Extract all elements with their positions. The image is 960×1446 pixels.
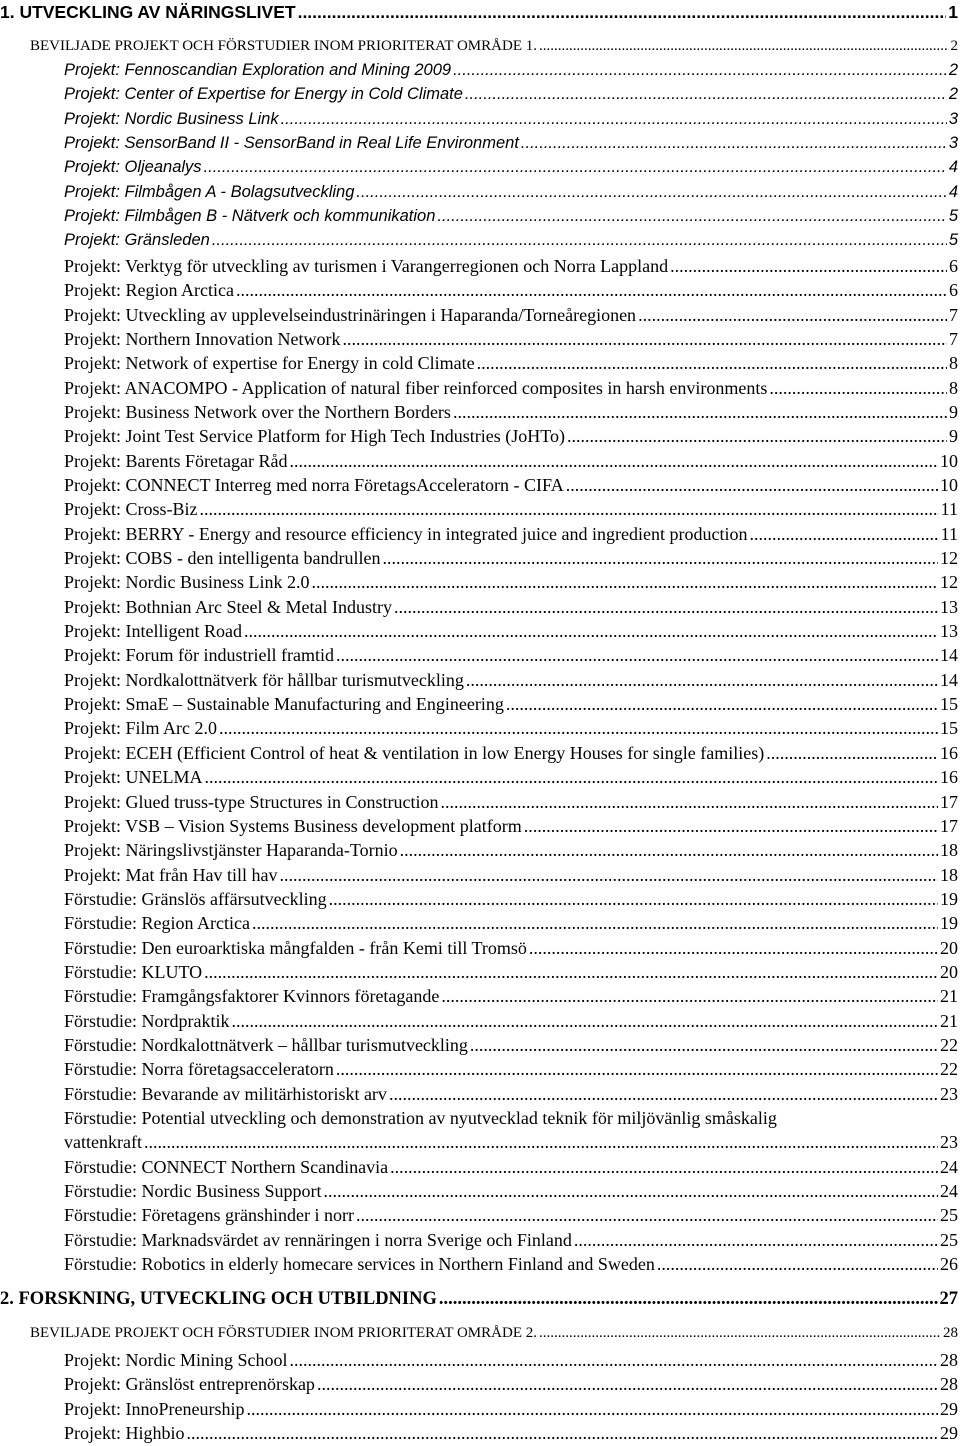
toc-entry[interactable]	[64, 793, 958, 811]
toc-entry-title: vattenkraft	[64, 1132, 142, 1152]
dot-leader	[657, 1255, 938, 1273]
toc-entry-title: Projekt: Gränsleden	[64, 231, 210, 249]
toc-entry-title: Förstudie: CONNECT Northern Scandinavia	[64, 1157, 389, 1177]
toc-page-number: 17	[940, 792, 958, 812]
dot-leader	[567, 427, 947, 445]
toc-page-number: 10	[940, 475, 958, 495]
dot-leader	[336, 646, 938, 664]
toc-entry-title: Projekt: Gränslöst entreprenörskap	[64, 1374, 315, 1394]
dot-leader	[470, 1036, 938, 1054]
dot-leader	[521, 135, 947, 152]
toc-entry[interactable]	[64, 281, 958, 299]
toc-entry[interactable]	[64, 306, 958, 324]
toc-page-number: 8	[949, 378, 958, 398]
toc-page-number: 24	[940, 1181, 958, 1201]
toc-entry-title: Projekt: Business Network over the Northern Borders	[64, 402, 451, 422]
toc-page-number: 8	[949, 353, 958, 373]
toc-entry[interactable]	[64, 184, 958, 201]
toc-entry-title: Projekt: Filmbågen A - Bolagsutveckling	[64, 183, 355, 201]
toc-entry-title: Förstudie: Robotics in elderly homecare services in Northern Finland and Sweden	[64, 1254, 655, 1274]
toc-entry-title: Projekt: Verktyg för utveckling av turismen i Varangerregionen och Norra Lappland	[64, 256, 669, 276]
toc-page-number: 28	[940, 1374, 958, 1394]
toc-entry[interactable]	[64, 476, 958, 494]
toc-entry-title: Förstudie: Norra företagsacceleratorn	[64, 1059, 334, 1079]
toc-entry[interactable]	[64, 500, 958, 518]
dot-leader	[212, 232, 947, 249]
dot-leader	[524, 817, 938, 835]
dot-leader	[356, 1206, 938, 1224]
toc-entry-title: Projekt: Network of expertise for Energy in cold Climate	[64, 353, 475, 373]
dot-leader	[342, 330, 947, 348]
toc-page-number: 6	[949, 280, 958, 300]
toc-entry[interactable]	[64, 159, 958, 176]
toc-entry-title: Förstudie: Nordkalottnätverk – hållbar turismutveckling	[64, 1035, 468, 1055]
dot-leader	[317, 1375, 938, 1393]
toc-page-number: 2	[948, 61, 958, 79]
toc-entry-title: Projekt: Nordic Mining School	[64, 1350, 288, 1370]
toc-entry-title: Förstudie: Bevarande av militärhistoriskt arv	[64, 1084, 387, 1104]
toc-entry[interactable]	[64, 1036, 958, 1054]
dot-leader	[298, 4, 947, 22]
toc-page-number: 25	[940, 1205, 958, 1225]
dot-leader	[281, 111, 947, 128]
toc-page-number: 9	[949, 402, 958, 422]
dot-leader	[187, 1424, 939, 1442]
toc-entry[interactable]	[64, 817, 958, 835]
toc-entry[interactable]	[64, 598, 958, 616]
toc-page-number: 18	[940, 865, 958, 885]
toc-entry-title: BEVILJADE PROJEKT OCH FÖRSTUDIER INOM PRIORITERAT OMRÅDE 1.	[30, 38, 537, 54]
toc-page-number: 29	[940, 1423, 958, 1443]
toc-page-number: 6	[949, 256, 958, 276]
dot-leader	[390, 1158, 938, 1176]
toc-entry[interactable]	[64, 841, 958, 859]
toc-entry-title: Projekt: SensorBand II - SensorBand in Real Life Environment	[64, 134, 519, 152]
toc-page-number: 14	[940, 670, 958, 690]
dot-leader	[439, 1290, 938, 1309]
toc-entry-title: Projekt: BERRY - Energy and resource efficiency in integrated juice and ingredient production	[64, 524, 748, 544]
toc-entry[interactable]	[64, 646, 958, 664]
toc-entry[interactable]	[64, 549, 958, 567]
dot-leader	[336, 1060, 938, 1078]
toc-entry[interactable]	[64, 1231, 958, 1249]
toc-entry-title: Projekt: Glued truss-type Structures in Construction	[64, 792, 439, 812]
toc-page-number: 16	[940, 743, 958, 763]
toc-entry[interactable]	[64, 86, 958, 103]
toc-entry-title: Projekt: Nordkalottnätverk för hållbar turismutveckling	[64, 670, 464, 690]
toc-entry-title: Projekt: COBS - den intelligenta bandrullen	[64, 548, 381, 568]
toc-entry[interactable]	[64, 744, 958, 762]
dot-leader	[574, 1231, 938, 1249]
toc-entry[interactable]	[64, 1255, 958, 1273]
toc-entry[interactable]	[64, 987, 958, 1005]
toc-entry-title: Förstudie: Nordpraktik	[64, 1011, 230, 1031]
toc-subheading-area-1[interactable]	[30, 39, 958, 54]
toc-page-number: 28	[940, 1350, 958, 1370]
toc-page-number: 5	[948, 207, 958, 225]
toc-page-number: 21	[940, 1011, 958, 1031]
toc-entry[interactable]	[64, 1375, 958, 1393]
dot-leader	[200, 500, 939, 518]
toc-entry-title: 1. UTVECKLING AV NÄRINGSLIVET	[0, 2, 296, 22]
dot-leader	[506, 695, 938, 713]
toc-entry[interactable]	[64, 354, 958, 372]
toc-entry-title: Projekt: Nordic Business Link 2.0	[64, 572, 310, 592]
toc-entry[interactable]	[64, 379, 958, 397]
toc-entry[interactable]	[64, 914, 958, 932]
toc-entry-title: Förstudie: Företagens gränshinder i norr	[64, 1205, 354, 1225]
toc-entry-title: Förstudie: Region Arctica	[64, 913, 250, 933]
dot-leader	[204, 159, 947, 176]
toc-page-number: 21	[940, 986, 958, 1006]
toc-entry[interactable]	[64, 452, 958, 470]
toc-page-number: 24	[940, 1157, 958, 1177]
toc-page-number: 19	[940, 889, 958, 909]
toc-page-number: 29	[940, 1399, 958, 1419]
toc-page-number: 7	[949, 305, 958, 325]
toc-page-number: 20	[940, 938, 958, 958]
toc-page-number: 26	[940, 1254, 958, 1274]
toc-entry-title: Projekt: UNELMA	[64, 767, 203, 787]
dot-leader	[539, 39, 949, 54]
dot-leader	[204, 963, 938, 981]
toc-page-number: 5	[948, 231, 958, 249]
toc-entry-title: Projekt: Filmbågen B - Nätverk och kommunikation	[64, 207, 436, 225]
toc-entry-title: Projekt: Utveckling av upplevelseindustrinäringen i Haparanda/Torneåregionen	[64, 305, 637, 325]
dot-leader	[244, 622, 938, 640]
toc-entry[interactable]	[64, 135, 958, 152]
toc-page-number: 25	[940, 1230, 958, 1250]
toc-entry[interactable]	[64, 671, 958, 689]
toc-entry-title: Förstudie: Marknadsvärdet av rennäringen i norra Sverige och Finland	[64, 1230, 572, 1250]
toc-entry-title: Projekt: SmaE – Sustainable Manufacturing and Engineering	[64, 694, 504, 714]
toc-entry[interactable]	[64, 939, 958, 957]
dot-leader	[400, 841, 938, 859]
toc-page-number: 18	[940, 840, 958, 860]
toc-entry-title: Förstudie: Framgångsfaktorer Kvinnors företagande	[64, 986, 440, 1006]
toc-entry[interactable]	[64, 208, 958, 225]
toc-entry-wrapped-line-1[interactable]	[64, 1109, 958, 1127]
toc-page-number: 2	[948, 85, 958, 103]
dot-leader	[638, 306, 947, 324]
toc-entry[interactable]	[64, 1351, 958, 1369]
dot-leader	[382, 549, 938, 567]
toc-entry-title: Förstudie: KLUTO	[64, 962, 203, 982]
dot-leader	[465, 86, 947, 103]
toc-page-number: 11	[940, 524, 958, 544]
toc-entry[interactable]	[64, 1182, 958, 1200]
dot-leader	[566, 476, 938, 494]
toc-entry[interactable]	[64, 1424, 958, 1442]
toc-entry-title: 2. FORSKNING, UTVECKLING OCH UTBILDNING	[0, 1289, 437, 1309]
toc-entry-title: Projekt: Näringslivstjänster Haparanda-Tornio	[64, 840, 398, 860]
dot-leader	[312, 573, 939, 591]
toc-entry-title: Förstudie: Nordic Business Support	[64, 1181, 322, 1201]
toc-entry-title: Projekt: ECEH (Efficient Control of heat & ventilation in low Energy Houses for single families)	[64, 743, 765, 763]
toc-entry[interactable]	[64, 622, 958, 640]
toc-page-number: 14	[940, 645, 958, 665]
toc-entry-title: Projekt: Nordic Business Link	[64, 110, 279, 128]
toc-page-number: 15	[940, 718, 958, 738]
toc-page-number: 12	[940, 548, 958, 568]
toc-page-number: 19	[940, 913, 958, 933]
toc-heading-section-2[interactable]	[0, 1290, 958, 1309]
toc-entry-title: Projekt: InnoPreneurship	[64, 1399, 245, 1419]
toc-page-number: 22	[940, 1059, 958, 1079]
toc-entry[interactable]	[64, 62, 958, 79]
dot-leader	[356, 184, 946, 201]
toc-entry[interactable]	[64, 403, 958, 421]
toc-page-number: 3	[948, 134, 958, 152]
toc-entry[interactable]	[64, 1400, 958, 1418]
toc-entry-title: Projekt: Forum för industriell framtid	[64, 645, 334, 665]
toc-entry-title: BEVILJADE PROJEKT OCH FÖRSTUDIER INOM PRIORITERAT OMRÅDE 2.	[30, 1325, 537, 1341]
toc-entry[interactable]	[64, 866, 958, 884]
dot-leader	[769, 379, 947, 397]
dot-leader	[437, 208, 946, 225]
toc-entry[interactable]	[64, 111, 958, 128]
toc-page-number: 28	[943, 1325, 958, 1341]
toc-entry-title: Projekt: ANACOMPO - Application of natural fiber reinforced composites in harsh environments	[64, 378, 768, 398]
dot-leader	[289, 452, 938, 470]
toc-entry[interactable]	[64, 1206, 958, 1224]
toc-page-number: 11	[940, 499, 958, 519]
toc-entry-title: Projekt: Center of Expertise for Energy in Cold Climate	[64, 85, 463, 103]
toc-entry[interactable]	[64, 573, 958, 591]
dot-leader	[453, 403, 947, 421]
toc-entry-title: Projekt: Region Arctica	[64, 280, 234, 300]
toc-entry-title: Förstudie: Potential utveckling och demonstration av nyutvecklad teknik för miljövänlig småskalig	[64, 1108, 777, 1128]
toc-entry-title: Projekt: Joint Test Service Platform for High Tech Industries (JoHTo)	[64, 426, 565, 446]
toc-entry[interactable]	[64, 1012, 958, 1030]
toc-entry-title: Projekt: Northern Innovation Network	[64, 329, 341, 349]
toc-entry[interactable]	[64, 1158, 958, 1176]
dot-leader	[766, 744, 938, 762]
toc-subheading-area-2[interactable]	[30, 1326, 958, 1341]
dot-leader	[219, 719, 938, 737]
toc-entry[interactable]	[64, 427, 958, 445]
toc-entry[interactable]	[64, 890, 958, 908]
toc-page-number: 7	[949, 329, 958, 349]
dot-leader	[205, 768, 939, 786]
toc-entry[interactable]	[64, 330, 958, 348]
toc-page-number: 15	[940, 694, 958, 714]
toc-entry-title: Projekt: CONNECT Interreg med norra FöretagsAcceleratorn - CIFA	[64, 475, 564, 495]
toc-page-number: 16	[940, 767, 958, 787]
dot-leader	[144, 1133, 938, 1151]
dot-leader	[290, 1351, 939, 1369]
toc-entry[interactable]	[64, 963, 958, 981]
dot-leader	[279, 866, 938, 884]
toc-page-number: 22	[940, 1035, 958, 1055]
dot-leader	[749, 525, 938, 543]
toc-entry-title: Förstudie: Gränslös affärsutveckling	[64, 889, 327, 909]
dot-leader	[441, 987, 938, 1005]
toc-page-number: 4	[948, 158, 958, 176]
toc-entry-title: Projekt: VSB – Vision Systems Business development platform	[64, 816, 522, 836]
toc-entry[interactable]	[64, 1060, 958, 1078]
dot-leader	[453, 62, 947, 79]
dot-leader	[477, 354, 947, 372]
toc-page-number: 3	[948, 110, 958, 128]
toc-entry[interactable]	[64, 768, 958, 786]
toc-entry[interactable]	[64, 232, 958, 249]
toc-page-number: 12	[940, 572, 958, 592]
dot-leader	[231, 1012, 938, 1030]
toc-page-number: 1	[948, 2, 958, 22]
toc-entry-title: Projekt: Fennoscandian Exploration and Mining 2009	[64, 61, 452, 79]
dot-leader	[246, 1400, 938, 1418]
toc-entry-title: Projekt: Mat från Hav till hav	[64, 865, 278, 885]
dot-leader	[394, 598, 938, 616]
toc-page-number: 27	[939, 1289, 958, 1309]
toc-entry[interactable]	[64, 257, 958, 275]
toc-page-number: 10	[940, 451, 958, 471]
dot-leader	[252, 914, 938, 932]
toc-entry-title: Projekt: Oljeanalys	[64, 158, 202, 176]
toc-page-number: 13	[940, 597, 958, 617]
dot-leader	[236, 281, 947, 299]
toc-page-number: 2	[950, 38, 958, 54]
toc-page-number: 9	[949, 426, 958, 446]
toc-entry-title: Projekt: Bothnian Arc Steel & Metal Industry	[64, 597, 392, 617]
toc-page-number: 23	[940, 1084, 958, 1104]
toc-entry[interactable]	[64, 525, 958, 543]
toc-entry[interactable]	[64, 719, 958, 737]
dot-leader	[389, 1085, 938, 1103]
toc-page-number: 17	[940, 816, 958, 836]
toc-page-number: 20	[940, 962, 958, 982]
toc-page-number: 4	[948, 183, 958, 201]
toc-page-number: 23	[940, 1132, 958, 1152]
dot-leader	[539, 1326, 941, 1341]
dot-leader	[329, 890, 938, 908]
toc-entry-title: Projekt: Intelligent Road	[64, 621, 242, 641]
dot-leader	[670, 257, 947, 275]
toc-entry-wrapped-line-2[interactable]	[64, 1133, 958, 1151]
toc-entry[interactable]	[64, 1085, 958, 1103]
toc-entry-title: Projekt: Barents Företagar Råd	[64, 451, 288, 471]
toc-entry-title: Projekt: Highbio	[64, 1423, 185, 1443]
toc-entry-title: Projekt: Cross-Biz	[64, 499, 198, 519]
dot-leader	[440, 793, 938, 811]
toc-page-number: 13	[940, 621, 958, 641]
toc-entry[interactable]	[64, 695, 958, 713]
toc-entry-title: Projekt: Film Arc 2.0	[64, 718, 217, 738]
dot-leader	[466, 671, 938, 689]
dot-leader	[324, 1182, 938, 1200]
toc-heading-section-1[interactable]	[0, 4, 958, 22]
toc-entry-title: Förstudie: Den euroarktiska mångfalden - från Kemi till Tromsö	[64, 938, 527, 958]
dot-leader	[529, 939, 938, 957]
